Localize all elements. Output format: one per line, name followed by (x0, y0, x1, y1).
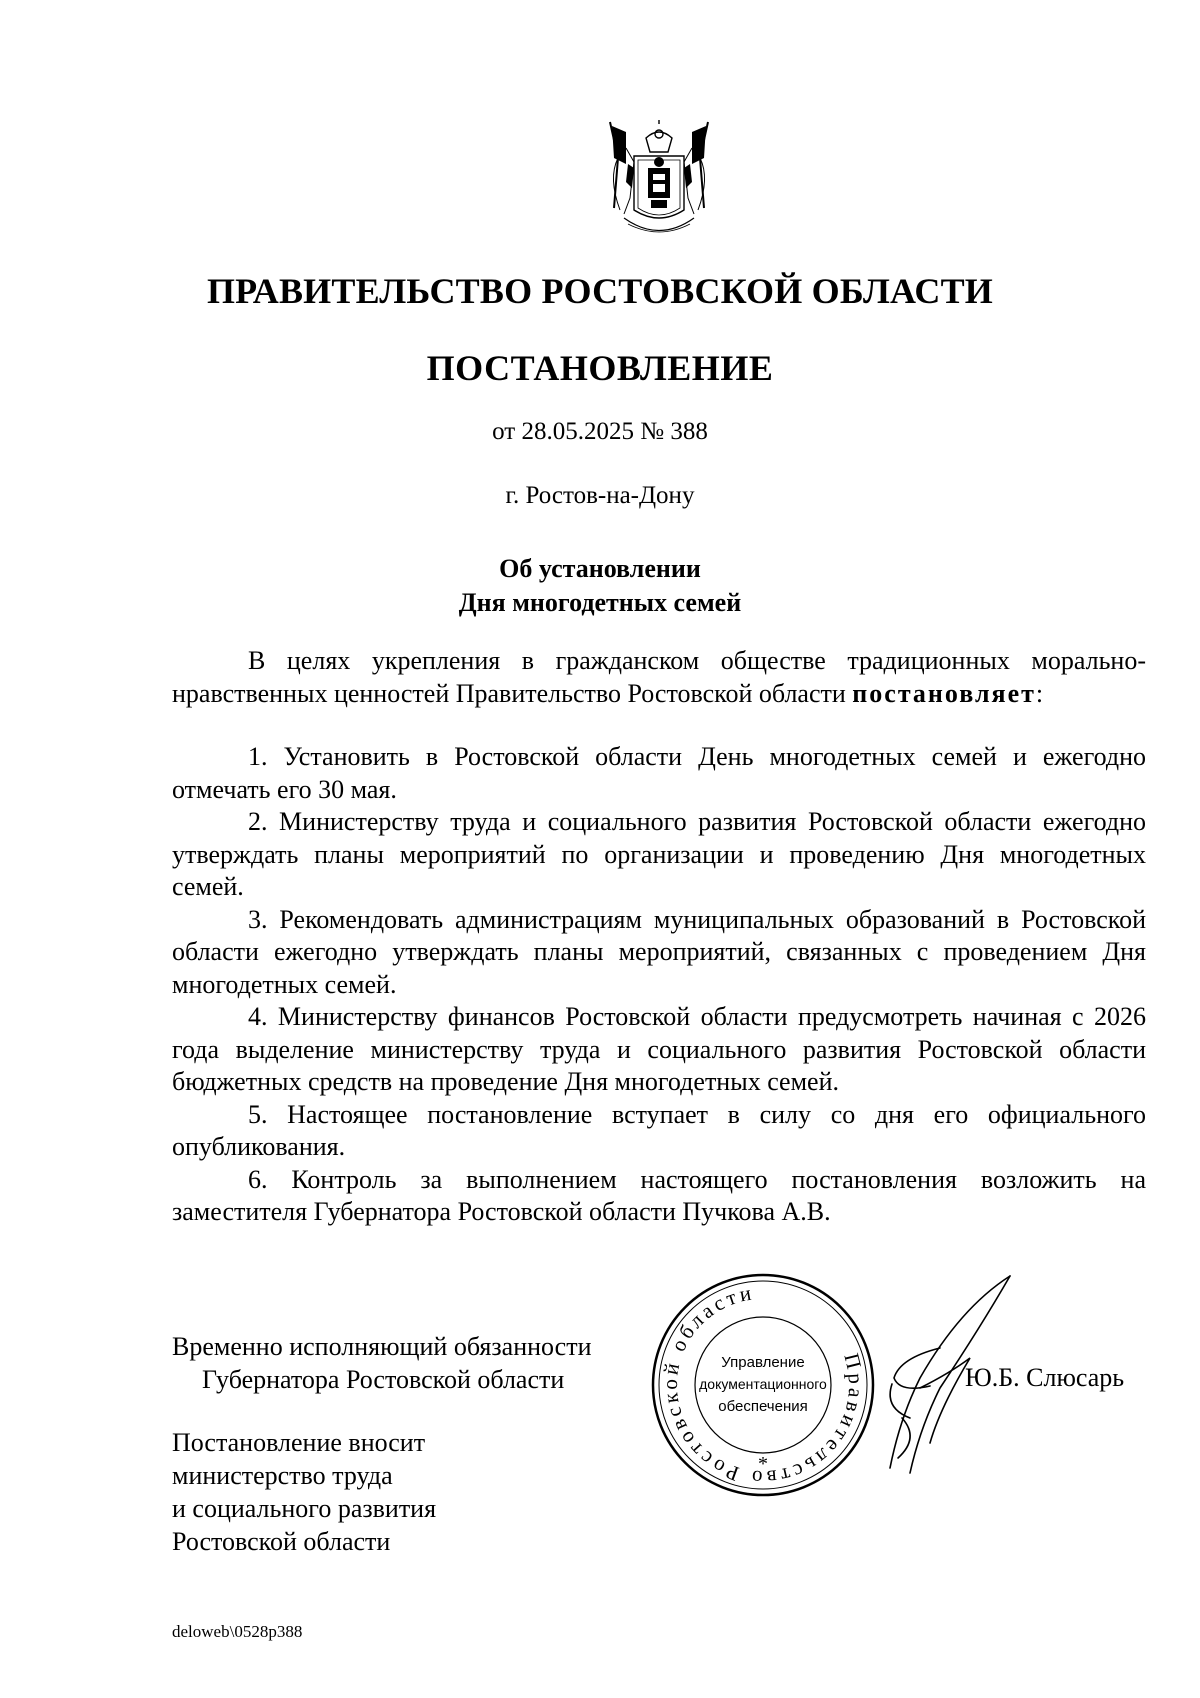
preamble-keyword: постановляет (852, 678, 1036, 708)
clauses-list (172, 741, 1146, 1229)
clause-item: 1. Установить в Ростовской области День многодетных семей и ежегодно отмечать его 30 мая. (172, 742, 1146, 804)
document-type: ПОСТАНОВЛЕНИЕ (426, 348, 774, 388)
coat-of-arms-icon (604, 118, 714, 242)
signer-title: Временно исполняющий обязанности Губернатора Ростовской области (172, 1332, 592, 1394)
stamp-inner-line: документационного (699, 1376, 827, 1392)
official-stamp (648, 1270, 878, 1500)
file-reference: deloweb\0528p388 (172, 1622, 303, 1641)
stamp-star: * (758, 1453, 768, 1475)
signer-name: Ю.Б. Слюсарь (965, 1363, 1125, 1392)
organization-title: ПРАВИТЕЛЬСТВО РОСТОВСКОЙ ОБЛАСТИ (206, 271, 994, 311)
document-city: г. Ростов-на-Дону (505, 482, 695, 509)
stamp-inner-line: Управление (721, 1354, 805, 1371)
preamble-end: : (1035, 678, 1044, 708)
preamble-text: В целях укрепления в гражданском обществе традиционных морально-нравственных ценностей Правительство Ростовской области (172, 646, 1146, 708)
clause-item: 2. Министерству труда и социального развития Ростовской области ежегодно утверждать планы мероприятий по организации и проведению Дня многодетных семей. (172, 807, 1146, 901)
clause-item: 3. Рекомендовать администрациям муниципальных образований в Ростовской области ежегодно утверждать планы мероприятий, связанных с проведением Дня многодетных семей. (172, 904, 1146, 999)
preamble (172, 645, 1146, 710)
clause-item: 5. Настоящее постановление вступает в силу со дня его официального опубликования. (172, 1099, 1146, 1161)
stamp-ring-text: Правительство Ростовской области (657, 1280, 869, 1491)
document-subject (0, 552, 1200, 620)
document-date-number: от 28.05.2025 № 388 (492, 418, 708, 445)
subject-line: Об установлении (499, 554, 701, 583)
submitter-block: Постановление вносит министерство труда и социального развития Ростовской области (172, 1428, 437, 1556)
clause-item: 4. Министерству финансов Ростовской области предусмотреть начиная с 2026 года выделение министерству труда и социального развития Ростовской области бюджетных средств на проведение Дня многодетных семей. (172, 1002, 1146, 1096)
clause-item: 6. Контроль за выполнением настоящего постановления возложить на заместителя Губернатора Ростовской области Пучкова А.В. (172, 1164, 1146, 1226)
subject-line: Дня многодетных семей (458, 588, 742, 617)
stamp-inner-line: обеспечения (718, 1398, 808, 1415)
